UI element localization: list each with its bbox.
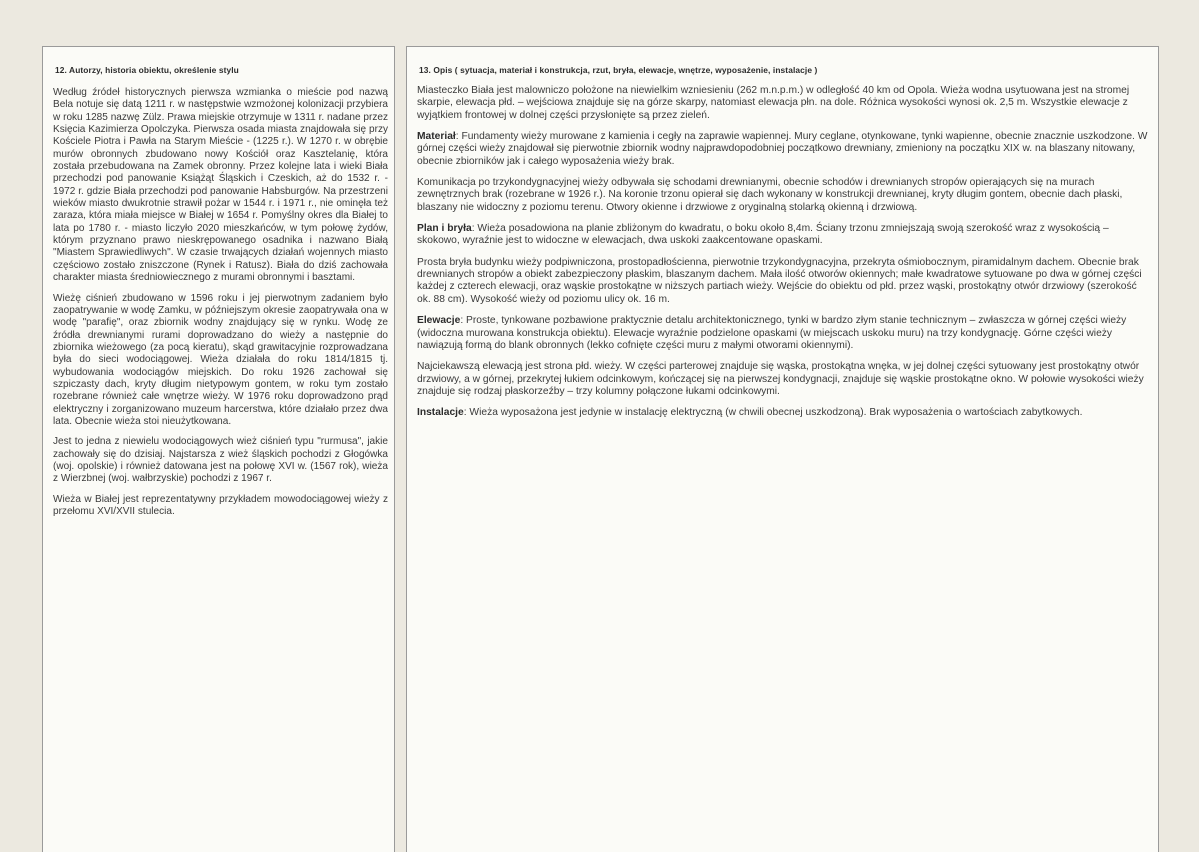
body-paragraph: Prosta bryła budynku wieży podpiwniczona, prostopadłościenna, pierwotnie trzykondygnacyjna, przekryta ośmiobocznym, piramidalnym dachem. Obecnie brak drewnianych stropów a obiekt zabezpieczony płaskim, blaszanym dachem. Mała ilość otworów okiennych; małe kwadratowe sytuowane po dwa w górnej części każdej z czterech elewacji, oraz wąskie prostokątne w niższych partiach wieży. Wejście do obiektu od płd. przez wąski, prostokątny otwór drzwiowy (szerokość ok. 88 cm). Wysokość wieży od poziomu ulicy ok. 16 m. (417, 256, 1142, 305)
plan-text: : Wieża posadowiona na planie zbliżonym do kwadratu, o boku około 8,4m. Ściany trzonu zmniejszają swoją szerokość wraz z wysokością – skokowo, wyraźnie jest to widoczne w elewacjach, dwa uskoki zaakcentowane opaskami. (417, 223, 1109, 247)
description-text (417, 85, 1150, 429)
history-paragraph: Wieżę ciśnień zbudowano w 1596 roku i jej pierwotnym zadaniem było zaopatrywanie w wodę Zamku, w późniejszym okresie zaopatrywała ona w wodę "parafię", oraz zbiornik wodny znajdujący się w rynku. Wodę ze źródła drewnianymi rurami doprowadzano do wieży a następnie do zbiornika wieżowego (za pocą kieratu), skąd grawitacyjnie rozprowadzana była do sieci wodociągowej. Wieża działała do roku 1814/1815 tj. wybudowania wodociągów miejskich. Do roku 1926 zachował się szpiczasty dach, kryty długim nietypowym gontem, w roku tym zostało rozebrane również całe wnętrze wieży. W 1976 roku doprowadzono prąd elektryczny i zorganizowano muzeum harcerstwa, które działało przez dwa lata. Obecnie wieża stoi nieużytkowana. (53, 292, 388, 427)
intro-paragraph: Miasteczko Biała jest malowniczo położone na niewielkim wzniesieniu (262 m.n.p.m.) w odległość 40 km od Opola. Wieża wodna usytuowana jest na stromej skarpie, elewacja płd. – wejściowa znajduje się na górze skarpy, natomiast elewacja płn. na dole. Różnica wysokości wynosi ok. 2,5 m. Wszystkie elewacje z wyjątkiem frontowej w dolnej części przysłonięte są przez zieleń. (417, 85, 1130, 121)
material-label: Materiał (417, 131, 456, 143)
description-section (406, 46, 1159, 852)
history-paragraph: Jest to jedna z niewielu wodociągowych wież ciśnień typu "rurmusa", jakie zachowały się do dzisiaj. Najstarsza z wież śląskich pochodzi z Głogówka (woj. opolskie) i również datowana jest na połowę XVI w. (1567 rok), wieża z Wierzbnej (woj. wałbrzyskie) pochodzi z 1967 r. (53, 436, 388, 485)
plan-paragraph (417, 223, 1150, 248)
south-elevation-paragraph: Najciekawszą elewacją jest strona płd. wieży. W części parterowej znajduje się wąska, prostokątna wnęka, w jej dolnej części sytuowany jest prostokątny otwór drzwiowy, a w górnej, przekrytej łukiem odcinkowym, kończącej się na pierwszej kondygnacji, znajduje się wąskie prostokątne okno. W połowie wysokości wieży znajduje się rodzaj płaskorzeźby – trzy kolumny połączone łukami odcinkowymi. (417, 361, 1144, 397)
plan-label: Plan i bryła (417, 223, 472, 235)
history-text (53, 87, 388, 526)
elevations-paragraph (417, 315, 1150, 352)
communication-paragraph: Komunikacja po trzykondygnacyjnej wieży odbywała się schodami drewnianymi, obecnie schodów i drewnianych stropów opierających się na murach zewnętrznych brak (rozebrane w 1926 r.). Na koronie trzonu opierał się dach wykonany w konstrukcji drewnianej, kryty długim gontem, obecnie dach płaski, blaszany nie widoczny z poziomu terenu. Otwory okienne i drzwiowe z oryginalną stolarką okienną i drzwiową. (417, 177, 1123, 213)
installations-label: Instalacje (417, 407, 464, 419)
history-section (42, 46, 395, 852)
installations-text: : Wieża wyposażona jest jedynie w instalację elektryczną (w chwili obecnej uszkodzoną). Brak wyposażenia o wartościach zabytkowych. (463, 407, 1083, 419)
material-text: : Fundamenty wieży murowane z kamienia i cegły na zaprawie wapiennej. Mury ceglane, otynkowane, tynki wapienne, obecnie znacznie uszkodzone. W górnej części wieży znajdował się pierwotnie zbiornik wodny najprawdopodobniej początkowo drewniany, zmieniony na początku XIX w. na blaszany nitowany, obecnie zbiorników jak i całego wyposażenia wieży brak. (417, 131, 1148, 167)
elevations-label: Elewacje (417, 315, 461, 327)
history-heading: 12. Autorzy, historia obiektu, określenie stylu (55, 65, 239, 75)
material-paragraph (417, 131, 1150, 168)
installations-paragraph (417, 407, 1150, 419)
description-heading: 13. Opis ( sytuacja, materiał i konstrukcja, rzut, bryła, elewacje, wnętrze, wyposażenie, instalacje ) (419, 65, 818, 75)
history-paragraph: Wieża w Białej jest reprezentatywny przykładem mowodociągowej wieży z przełomu XVI/XVII stulecia. (53, 493, 388, 517)
elevations-text: : Proste, tynkowane pozbawione praktycznie detalu architektonicznego, tynki w bardzo złym stanie technicznym – zwłaszcza w górnej części wieży (widoczna murowana konstrukcja obiektu). Elewacje wyraźnie podzielone opaskami (w miejscach uskoku muru) na trzy kondygnację. Górne części wieży nawiązują formą do blank obronnych (lekko cofnięte części muru z małymi otworami okiennymi). (417, 315, 1127, 351)
history-paragraph: Według źródeł historycznych pierwsza wzmianka o mieście pod nazwą Bela notuje się datą 1211 r. w następstwie wzmożonej kolonizacji przybiera w roku 1285 nazwę Zülz. Prawa miejskie otrzymuje w 1311 r. nadane przez Księcia Kazimierza Opolczyka. Pierwsza osada miasta znajdowała się przy Kościele Piotra i Pawła na Starym Mieście - (1225 r.). W 1270 r. w obrębie murów obronnych zbudowano nowy Kościół oraz Kasztelanię, która została przebudowana na Zamek obronny. Przez kolejne lata i wieki Biała przechodzi pod panowanie Książąt Śląskich i Czeskich, aż do 1532 r. - 1972 r. gdzie Biała przechodzi pod panowanie Habsburgów. Na przestrzeni wieków miasto dwukrotnie strawił pożar w 1544 r. i 1971 r., nie ominęła też zaraza, która miała miejsce w Białej w 1654 r. Pomyślny okres dla Białej to lata po 1780 r. - miasto liczyło 2020 mieszkańców, w tym połowę żydów, którym przyznano prawo nieskrępowanego osadnika i nazwano Białą "Miastem Sprawiedliwych". W czasie trwających działań wojennych miasto częściowo zostało zniszczone (Rynek i Ratusz). Biała do dziś zachowała charakter miasta średniowiecznego z murami obronnymi i basztami. (53, 87, 388, 284)
